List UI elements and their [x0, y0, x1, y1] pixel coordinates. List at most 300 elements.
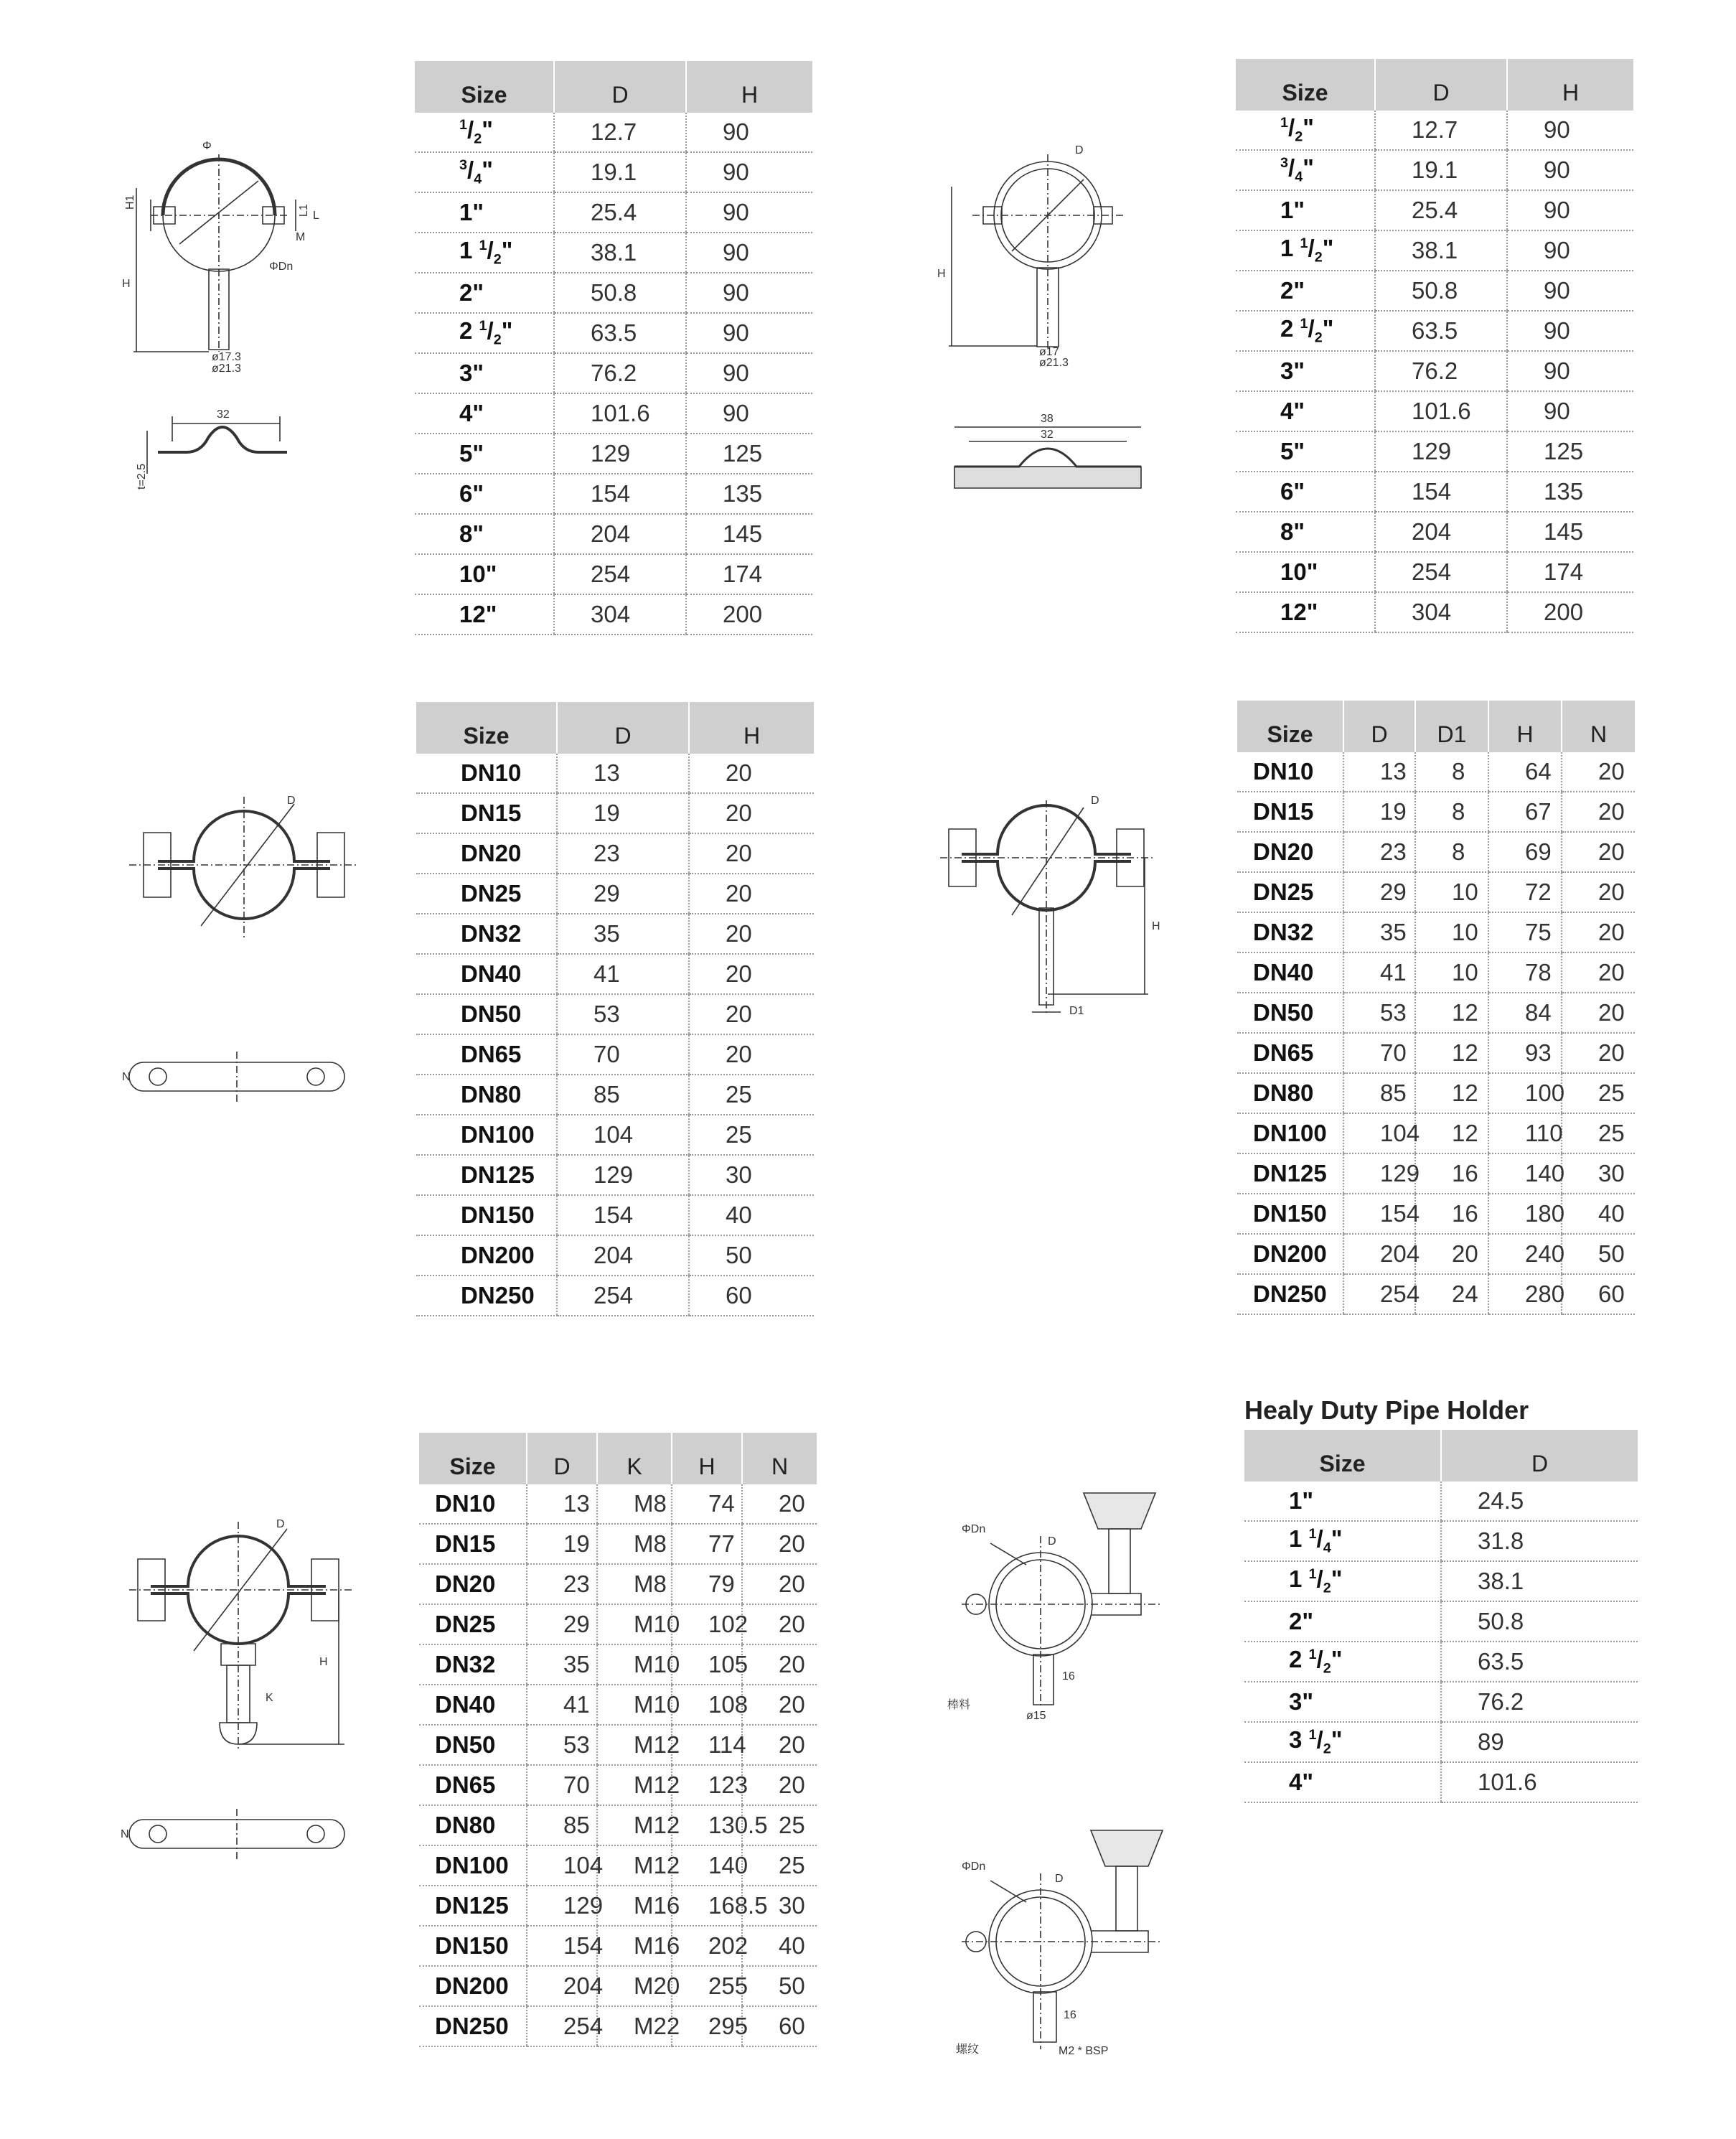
- table-row: [1244, 1482, 1638, 1521]
- value-cell: 154: [527, 1926, 597, 1966]
- value-cell: M12: [597, 1725, 672, 1765]
- table-row: [1236, 311, 1633, 351]
- size-cell: DN20: [416, 833, 557, 874]
- table-row: [416, 1195, 814, 1235]
- size-cell: $^1/_2$": [1236, 111, 1375, 150]
- label-h1: H1: [124, 195, 136, 210]
- column-header: Size: [415, 61, 554, 113]
- size-cell: DN40: [416, 954, 557, 994]
- size-cell: 4": [1236, 391, 1375, 431]
- table-row: [1244, 1521, 1638, 1561]
- value-cell: 90: [686, 273, 812, 313]
- value-cell: 25: [742, 1805, 817, 1845]
- size-cell: 3": [1244, 1682, 1441, 1722]
- value-cell: 41: [557, 954, 689, 994]
- column-header: D: [557, 702, 689, 754]
- table-row: [1236, 391, 1633, 431]
- table-row: [419, 1966, 817, 2006]
- value-cell: 254: [1343, 1274, 1415, 1314]
- table-row: [416, 1034, 814, 1075]
- label-od-2: ø21.3: [1039, 357, 1069, 369]
- value-cell: 30: [1562, 1153, 1635, 1194]
- value-cell: 145: [1507, 512, 1633, 552]
- value-cell: 13: [557, 754, 689, 793]
- table-row: [416, 1155, 814, 1195]
- value-cell: 174: [1507, 552, 1633, 592]
- label-od-2: ø21.3: [212, 362, 241, 375]
- value-cell: 202: [672, 1926, 742, 1966]
- size-cell: DN80: [419, 1805, 527, 1845]
- value-cell: 41: [527, 1685, 597, 1725]
- table-row: [419, 1886, 817, 1926]
- value-cell: 75: [1488, 912, 1562, 953]
- size-cell: 4": [1244, 1762, 1441, 1802]
- size-cell: 2 $^1/_2$": [1244, 1642, 1441, 1682]
- table-header-row: [415, 61, 812, 113]
- size-cell: DN32: [416, 914, 557, 954]
- label-k: K: [266, 1692, 273, 1704]
- size-cell: $^1/_2$": [415, 113, 554, 152]
- value-cell: 85: [1343, 1073, 1415, 1113]
- label-height: 16: [1064, 2009, 1076, 2021]
- table-row: [1237, 1113, 1635, 1153]
- label-od-1: ø17.3: [212, 351, 241, 363]
- size-cell: DN80: [416, 1075, 557, 1115]
- value-cell: 53: [527, 1725, 597, 1765]
- value-cell: 41: [1343, 953, 1415, 993]
- value-cell: 154: [1375, 472, 1507, 512]
- value-cell: 13: [1343, 752, 1415, 792]
- size-cell: DN65: [419, 1765, 527, 1805]
- value-cell: 140: [1488, 1153, 1562, 1194]
- value-cell: 12: [1415, 1033, 1488, 1073]
- size-cell: DN15: [419, 1524, 527, 1564]
- column-header: K: [597, 1433, 672, 1484]
- value-cell: 90: [686, 393, 812, 434]
- table-row: [1244, 1561, 1638, 1601]
- value-cell: 125: [1507, 431, 1633, 472]
- label-m: M: [296, 231, 306, 243]
- value-cell: 20: [742, 1725, 817, 1765]
- value-cell: 90: [1507, 190, 1633, 230]
- value-cell: 90: [1507, 111, 1633, 150]
- value-cell: 31.8: [1441, 1521, 1638, 1561]
- size-cell: 10": [1236, 552, 1375, 592]
- value-cell: 90: [1507, 150, 1633, 190]
- size-cell: DN125: [416, 1155, 557, 1195]
- table-row: [1236, 111, 1633, 150]
- size-cell: 1": [1244, 1482, 1441, 1521]
- value-cell: 114: [672, 1725, 742, 1765]
- value-cell: 10: [1415, 872, 1488, 912]
- table-row: [1236, 150, 1633, 190]
- table-row: [419, 1805, 817, 1845]
- value-cell: 154: [1343, 1194, 1415, 1234]
- value-cell: M8: [597, 1484, 672, 1524]
- value-cell: 125: [686, 434, 812, 474]
- label-od-1: ø17: [1039, 346, 1059, 358]
- value-cell: 25: [742, 1845, 817, 1886]
- value-cell: 30: [742, 1886, 817, 1926]
- value-cell: 20: [1562, 792, 1635, 832]
- size-cell: $^3/_4$": [415, 152, 554, 192]
- value-cell: 180: [1488, 1194, 1562, 1234]
- drawing-pipe-holder-1: [108, 136, 344, 510]
- value-cell: 90: [686, 233, 812, 273]
- value-cell: 25: [1562, 1073, 1635, 1113]
- table-row: [1237, 1234, 1635, 1274]
- value-cell: 295: [672, 2006, 742, 2046]
- spec-table-inch-1: [415, 61, 812, 635]
- drawing-heavy-duty-holder-1: [947, 1479, 1184, 1723]
- table-row: [1244, 1762, 1638, 1802]
- size-cell: 3 $^1/_2$": [1244, 1722, 1441, 1762]
- value-cell: 101.6: [1441, 1762, 1638, 1802]
- value-cell: 20: [742, 1564, 817, 1604]
- column-header: N: [1562, 701, 1635, 752]
- size-cell: 8": [1236, 512, 1375, 552]
- value-cell: 254: [1375, 552, 1507, 592]
- value-cell: 85: [527, 1805, 597, 1845]
- label-outer-width: 38: [1041, 413, 1054, 425]
- size-cell: DN15: [416, 793, 557, 833]
- drawing-bolted-clamp-rod: [940, 779, 1170, 1030]
- value-cell: 85: [557, 1075, 689, 1115]
- table-row: [419, 1725, 817, 1765]
- size-cell: DN25: [419, 1604, 527, 1644]
- size-cell: 6": [415, 474, 554, 514]
- table-row: [415, 594, 812, 635]
- column-header: H: [1488, 701, 1562, 752]
- size-cell: 2 $^1/_2$": [415, 313, 554, 353]
- table-header-row: [416, 702, 814, 754]
- value-cell: 24: [1415, 1274, 1488, 1314]
- value-cell: 254: [527, 2006, 597, 2046]
- column-header: D: [1375, 59, 1507, 111]
- value-cell: 77: [672, 1524, 742, 1564]
- value-cell: 90: [1507, 391, 1633, 431]
- size-cell: DN65: [1237, 1033, 1343, 1073]
- column-header: N: [742, 1433, 817, 1484]
- size-cell: 2": [1236, 271, 1375, 311]
- size-cell: DN150: [419, 1926, 527, 1966]
- value-cell: 254: [557, 1276, 689, 1316]
- value-cell: 78: [1488, 953, 1562, 993]
- size-cell: 1 $^1/_2$": [415, 233, 554, 273]
- value-cell: 25.4: [554, 192, 686, 233]
- table-row: [415, 152, 812, 192]
- value-cell: 20: [689, 914, 814, 954]
- label-thickness: t=2.5: [136, 463, 148, 490]
- label-n: N: [121, 1828, 129, 1840]
- column-header: D: [1441, 1430, 1638, 1482]
- table-row: [415, 434, 812, 474]
- value-cell: 20: [742, 1644, 817, 1685]
- table-row: [419, 1765, 817, 1805]
- value-cell: 90: [686, 113, 812, 152]
- value-cell: 174: [686, 554, 812, 594]
- column-header: D: [1343, 701, 1415, 752]
- size-cell: 2": [1244, 1601, 1441, 1642]
- value-cell: 10: [1415, 953, 1488, 993]
- column-header: H: [689, 702, 814, 754]
- label-material: 棒料: [947, 1699, 971, 1711]
- value-cell: 12: [1415, 1073, 1488, 1113]
- label-thread: 螺纹: [956, 2044, 980, 2056]
- value-cell: 79: [672, 1564, 742, 1604]
- value-cell: M8: [597, 1564, 672, 1604]
- value-cell: 25: [689, 1075, 814, 1115]
- size-cell: 3": [1236, 351, 1375, 391]
- column-header: H: [686, 61, 812, 113]
- value-cell: 23: [557, 833, 689, 874]
- value-cell: M10: [597, 1644, 672, 1685]
- value-cell: 50: [689, 1235, 814, 1276]
- table-row: [1236, 552, 1633, 592]
- value-cell: 204: [554, 514, 686, 554]
- value-cell: M16: [597, 1926, 672, 1966]
- value-cell: 20: [689, 754, 814, 793]
- size-cell: DN10: [416, 754, 557, 793]
- size-cell: DN100: [1237, 1113, 1343, 1153]
- label-phi-dn: ΦDn: [269, 261, 294, 273]
- value-cell: 50.8: [1375, 271, 1507, 311]
- value-cell: 140: [672, 1845, 742, 1886]
- value-cell: 23: [1343, 832, 1415, 872]
- table-row: [415, 233, 812, 273]
- value-cell: 84: [1488, 993, 1562, 1033]
- value-cell: 93: [1488, 1033, 1562, 1073]
- table-row: [1237, 1033, 1635, 1073]
- value-cell: 16: [1415, 1153, 1488, 1194]
- value-cell: 20: [1562, 1033, 1635, 1073]
- size-cell: DN250: [419, 2006, 527, 2046]
- value-cell: 38.1: [1375, 230, 1507, 271]
- size-cell: DN100: [416, 1115, 557, 1155]
- value-cell: 40: [1562, 1194, 1635, 1234]
- value-cell: 129: [557, 1155, 689, 1195]
- table-row: [415, 113, 812, 152]
- table-row: [1237, 1274, 1635, 1314]
- table-row: [1244, 1642, 1638, 1682]
- size-cell: DN250: [1237, 1274, 1343, 1314]
- table-row: [416, 994, 814, 1034]
- label-d1: D1: [1069, 1005, 1084, 1017]
- value-cell: 90: [1507, 311, 1633, 351]
- table-heading-heavy-duty: Healy Duty Pipe Holder: [1244, 1395, 1529, 1425]
- table-row: [415, 514, 812, 554]
- value-cell: 23: [527, 1564, 597, 1604]
- value-cell: 63.5: [1441, 1642, 1638, 1682]
- value-cell: 60: [689, 1276, 814, 1316]
- label-d: D: [287, 795, 296, 807]
- value-cell: 25.4: [1375, 190, 1507, 230]
- size-cell: 8": [415, 514, 554, 554]
- value-cell: 30: [689, 1155, 814, 1195]
- value-cell: 72: [1488, 872, 1562, 912]
- value-cell: 8: [1415, 752, 1488, 792]
- value-cell: 20: [742, 1524, 817, 1564]
- drawing-bolted-clamp-threaded: [121, 1507, 366, 1866]
- spec-table-heavy-duty: [1244, 1430, 1638, 1803]
- size-cell: 1 $^1/_2$": [1236, 230, 1375, 271]
- value-cell: 8: [1415, 792, 1488, 832]
- value-cell: 19: [557, 793, 689, 833]
- value-cell: 304: [1375, 592, 1507, 632]
- value-cell: 20: [689, 1034, 814, 1075]
- value-cell: 100: [1488, 1073, 1562, 1113]
- value-cell: M16: [597, 1886, 672, 1926]
- spec-table-dn-1: [416, 702, 814, 1316]
- value-cell: M12: [597, 1805, 672, 1845]
- size-cell: DN25: [416, 874, 557, 914]
- table-row: [415, 554, 812, 594]
- column-header: Size: [1236, 59, 1375, 111]
- table-row: [416, 1276, 814, 1316]
- size-cell: DN65: [416, 1034, 557, 1075]
- value-cell: M12: [597, 1845, 672, 1886]
- value-cell: M12: [597, 1765, 672, 1805]
- size-cell: DN150: [1237, 1194, 1343, 1234]
- column-header: D1: [1415, 701, 1488, 752]
- size-cell: 1": [415, 192, 554, 233]
- table-row: [1236, 472, 1633, 512]
- value-cell: 53: [557, 994, 689, 1034]
- table-row: [419, 1685, 817, 1725]
- label-d: D: [1055, 1873, 1064, 1885]
- value-cell: 40: [689, 1195, 814, 1235]
- value-cell: 38.1: [554, 233, 686, 273]
- value-cell: 304: [554, 594, 686, 635]
- table-row: [416, 914, 814, 954]
- value-cell: 64: [1488, 752, 1562, 792]
- column-header: Size: [416, 702, 557, 754]
- value-cell: 90: [1507, 230, 1633, 271]
- value-cell: 135: [1507, 472, 1633, 512]
- table-row: [1237, 1194, 1635, 1234]
- table-row: [415, 273, 812, 313]
- column-header: H: [672, 1433, 742, 1484]
- value-cell: 16: [1415, 1194, 1488, 1234]
- value-cell: 67: [1488, 792, 1562, 832]
- value-cell: 19.1: [1375, 150, 1507, 190]
- table-header-row: [1244, 1430, 1638, 1482]
- value-cell: 280: [1488, 1274, 1562, 1314]
- value-cell: 63.5: [1375, 311, 1507, 351]
- value-cell: 50: [1562, 1234, 1635, 1274]
- value-cell: 104: [527, 1845, 597, 1886]
- label-phi-dn: ΦDn: [962, 1523, 986, 1535]
- table-row: [1236, 512, 1633, 552]
- value-cell: 200: [1507, 592, 1633, 632]
- value-cell: 101.6: [554, 393, 686, 434]
- value-cell: 35: [527, 1644, 597, 1685]
- value-cell: 40: [742, 1926, 817, 1966]
- value-cell: M22: [597, 2006, 672, 2046]
- table-row: [415, 353, 812, 393]
- table-row: [1244, 1601, 1638, 1642]
- label-phi-dn: ΦDn: [962, 1860, 986, 1873]
- size-cell: 5": [1236, 431, 1375, 472]
- label-bsp: M2 * BSP: [1059, 2045, 1109, 2057]
- value-cell: 101.6: [1375, 391, 1507, 431]
- table-row: [1236, 351, 1633, 391]
- column-header: D: [554, 61, 686, 113]
- value-cell: 20: [742, 1765, 817, 1805]
- value-cell: 204: [1343, 1234, 1415, 1274]
- value-cell: 154: [557, 1195, 689, 1235]
- label-d: D: [1048, 1535, 1056, 1548]
- table-row: [416, 1235, 814, 1276]
- value-cell: 20: [1562, 912, 1635, 953]
- value-cell: 35: [557, 914, 689, 954]
- value-cell: M20: [597, 1966, 672, 2006]
- value-cell: 129: [1375, 431, 1507, 472]
- size-cell: $^3/_4$": [1236, 150, 1375, 190]
- value-cell: 20: [689, 954, 814, 994]
- label-height: 16: [1062, 1670, 1075, 1682]
- table-row: [1237, 752, 1635, 792]
- table-row: [419, 1524, 817, 1564]
- table-header-row: [1236, 59, 1633, 111]
- table-row: [1237, 872, 1635, 912]
- size-cell: DN200: [416, 1235, 557, 1276]
- label-h: H: [1152, 920, 1160, 932]
- value-cell: 20: [742, 1604, 817, 1644]
- value-cell: 76.2: [554, 353, 686, 393]
- table-row: [419, 2006, 817, 2046]
- value-cell: 129: [527, 1886, 597, 1926]
- value-cell: 12.7: [1375, 111, 1507, 150]
- table-row: [416, 833, 814, 874]
- value-cell: 104: [557, 1115, 689, 1155]
- value-cell: 20: [742, 1685, 817, 1725]
- value-cell: 38.1: [1441, 1561, 1638, 1601]
- value-cell: M10: [597, 1685, 672, 1725]
- value-cell: 35: [1343, 912, 1415, 953]
- value-cell: 70: [1343, 1033, 1415, 1073]
- size-cell: DN250: [416, 1276, 557, 1316]
- value-cell: 89: [1441, 1722, 1638, 1762]
- table-row: [1244, 1682, 1638, 1722]
- value-cell: 29: [527, 1604, 597, 1644]
- value-cell: 20: [1562, 832, 1635, 872]
- value-cell: 20: [1562, 872, 1635, 912]
- size-cell: DN80: [1237, 1073, 1343, 1113]
- size-cell: 2": [415, 273, 554, 313]
- value-cell: 60: [742, 2006, 817, 2046]
- size-cell: 4": [415, 393, 554, 434]
- value-cell: 154: [554, 474, 686, 514]
- value-cell: 50: [742, 1966, 817, 2006]
- size-cell: 1 $^1/_4$": [1244, 1521, 1441, 1561]
- size-cell: DN20: [419, 1564, 527, 1604]
- spec-table-dn-2: [1237, 701, 1635, 1315]
- value-cell: 20: [689, 833, 814, 874]
- drawing-pipe-holder-2: [933, 136, 1170, 510]
- table-row: [1237, 953, 1635, 993]
- value-cell: 13: [527, 1484, 597, 1524]
- drawing-heavy-duty-holder-2: [947, 1816, 1184, 2067]
- column-header: Size: [419, 1433, 527, 1484]
- value-cell: 53: [1343, 993, 1415, 1033]
- label-n: N: [122, 1071, 131, 1083]
- table-row: [416, 874, 814, 914]
- value-cell: 76.2: [1441, 1682, 1638, 1722]
- table-row: [415, 474, 812, 514]
- table-row: [1237, 993, 1635, 1033]
- column-header: Size: [1244, 1430, 1441, 1482]
